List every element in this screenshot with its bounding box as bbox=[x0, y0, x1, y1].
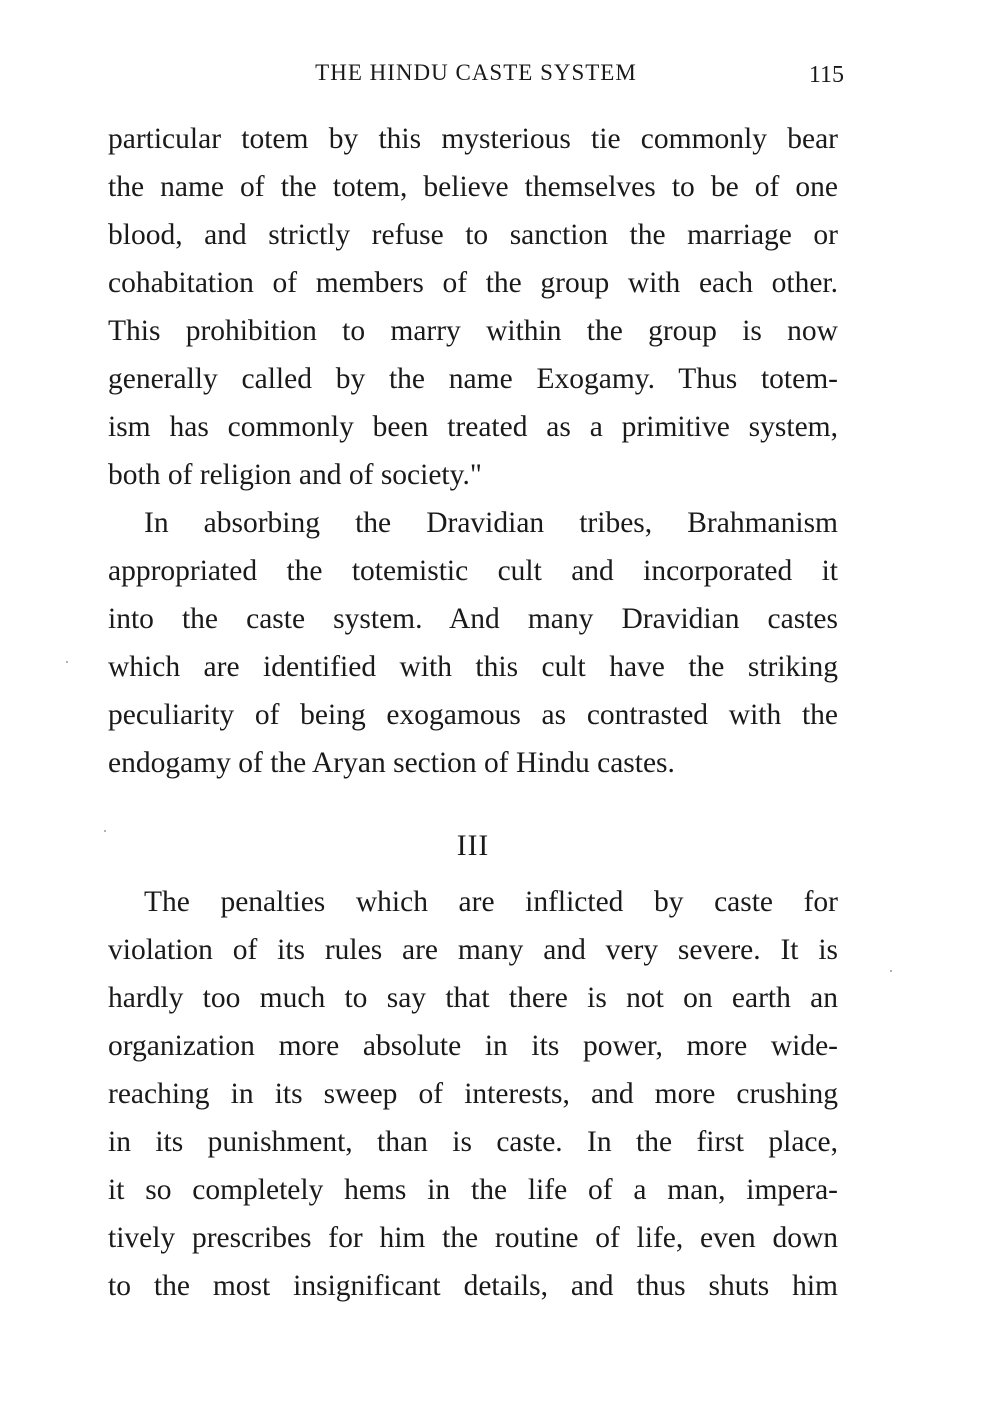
text-line: it so completely hems in the life of a man, impera- bbox=[108, 1174, 838, 1206]
running-title: THE HINDU CASTE SYSTEM bbox=[315, 60, 637, 85]
text-line: peculiarity of being exogamous as contrasted with the bbox=[108, 699, 838, 731]
scan-speck bbox=[104, 830, 106, 832]
running-head bbox=[108, 58, 844, 88]
text-line: into the caste system. And many Dravidian castes bbox=[108, 603, 838, 635]
text-line: generally called by the name Exogamy. Thus totem- bbox=[108, 363, 838, 395]
text-line: endogamy of the Aryan section of Hindu castes. bbox=[108, 747, 675, 779]
text-line: in its punishment, than is caste. In the first place, bbox=[108, 1126, 838, 1158]
text-line: ism has commonly been treated as a primitive system, bbox=[108, 411, 838, 443]
text-line: particular totem by this mysterious tie commonly bear bbox=[108, 123, 838, 155]
text-line: reaching in its sweep of interests, and more crushing bbox=[108, 1078, 838, 1110]
text-line: which are identified with this cult have the striking bbox=[108, 651, 838, 683]
text-line: organization more absolute in its power, more wide- bbox=[108, 1030, 838, 1062]
paragraph-dravidian-tribes bbox=[108, 499, 838, 787]
scan-speck bbox=[890, 970, 892, 972]
page-number: 115 bbox=[808, 62, 844, 88]
text-line: tively prescribes for him the routine of life, even down bbox=[108, 1222, 838, 1254]
text-line: appropriated the totemistic cult and incorporated it bbox=[108, 555, 838, 587]
text-line: both of religion and of society." bbox=[108, 459, 482, 491]
scan-speck bbox=[66, 661, 68, 663]
text-line: This prohibition to marry within the group is now bbox=[108, 315, 838, 347]
text-line: blood, and strictly refuse to sanction the marriage or bbox=[108, 219, 838, 251]
paragraph-caste-penalties bbox=[108, 878, 838, 1310]
text-line: to the most insignificant details, and thus shuts him bbox=[108, 1270, 838, 1302]
text-line: cohabitation of members of the group with each other. bbox=[108, 267, 838, 299]
text-line: hardly too much to say that there is not on earth an bbox=[108, 982, 838, 1014]
paragraph-totem-quote bbox=[108, 115, 838, 499]
text-line: The penalties which are inflicted by caste for bbox=[144, 886, 838, 918]
text-line: In absorbing the Dravidian tribes, Brahmanism bbox=[144, 507, 838, 539]
section-heading: III bbox=[456, 830, 490, 862]
text-line: violation of its rules are many and very severe. It is bbox=[108, 934, 838, 966]
text-line: the name of the totem, believe themselves to be of one bbox=[108, 171, 838, 203]
